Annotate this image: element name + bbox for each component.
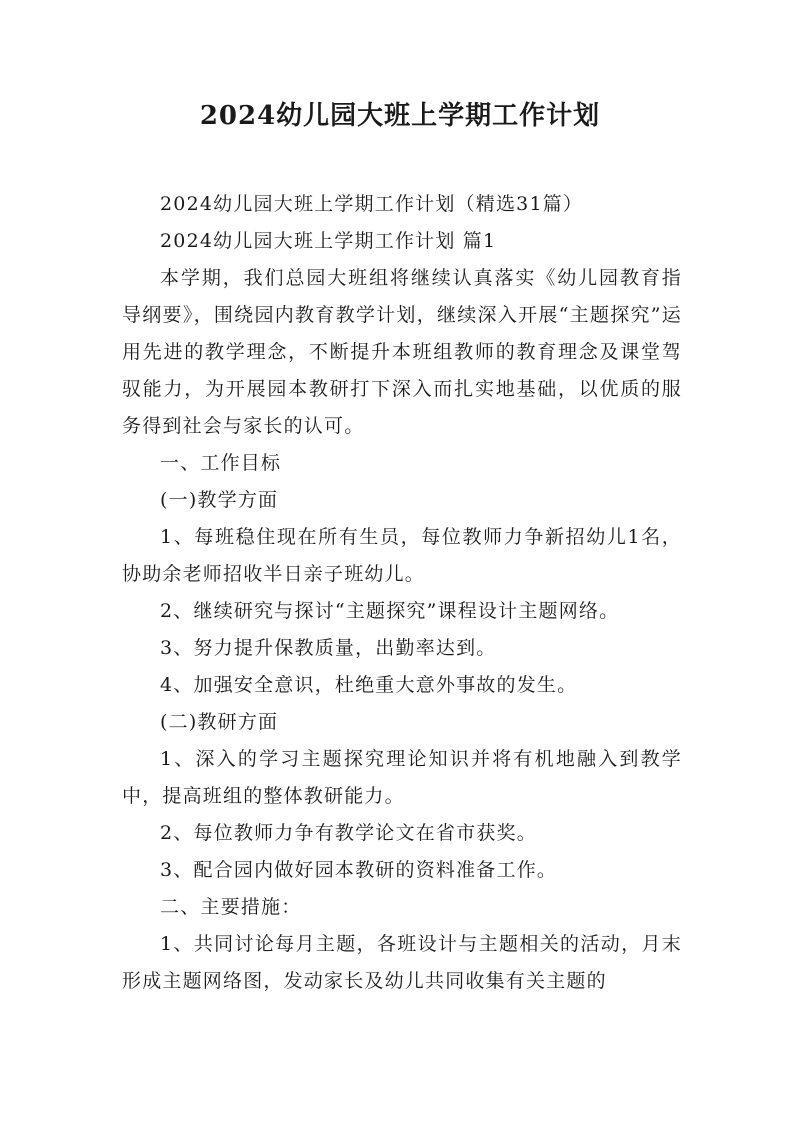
- list-item: 1、共同讨论每月主题，各班设计与主题相关的活动，月末形成主题网络图，发动家长及幼儿共同收集有关主题的: [122, 933, 682, 992]
- document-title: 2024幼儿园大班上学期工作计划: [199, 101, 601, 131]
- list-item: 1、深入的学习主题探究理论知识并将有机地融入到教学中，提高班组的整体教研能力。: [122, 748, 682, 807]
- list-item: 2、继续研究与探讨“主题探究”课程设计主题网络。: [160, 600, 620, 622]
- list-item: 3、配合园内做好园本教研的资料准备工作。: [160, 859, 558, 881]
- list-item: 2、每位教师力争有教学论文在省市获奖。: [160, 822, 537, 844]
- heading-main-measures: 二、主要措施：: [160, 896, 302, 918]
- list-item: 3、努力提升保教质量，出勤率达到。: [160, 637, 497, 659]
- paragraph-section-heading: 2024幼儿园大班上学期工作计划 篇1: [160, 230, 497, 252]
- paragraph-intro: 本学期，我们总园大班组将继续认真落实《幼儿园教育指导纲要》，围绕园内教育教学计划，继续深入开展“主题探究”运用先进的教学理念，不断提升本班组教师的教育理念及课堂驾驭能力，为开展园本教研打下深入而扎实地基础，以优质的服务得到社会与家长的认可。: [122, 267, 682, 437]
- list-item: 1、每班稳住现在所有生员，每位教师力争新招幼儿1名，协助余老师招收半日亲子班幼儿。: [122, 526, 682, 585]
- subheading-research: (二)教研方面: [160, 711, 279, 733]
- subheading-teaching: (一)教学方面: [160, 489, 279, 511]
- list-item: 4、加强安全意识，杜绝重大意外事故的发生。: [160, 674, 578, 696]
- paragraph-subtitle: 2024幼儿园大班上学期工作计划（精选31篇）: [160, 193, 584, 215]
- heading-work-goals: 一、工作目标: [160, 452, 282, 474]
- document-body: [122, 186, 682, 1000]
